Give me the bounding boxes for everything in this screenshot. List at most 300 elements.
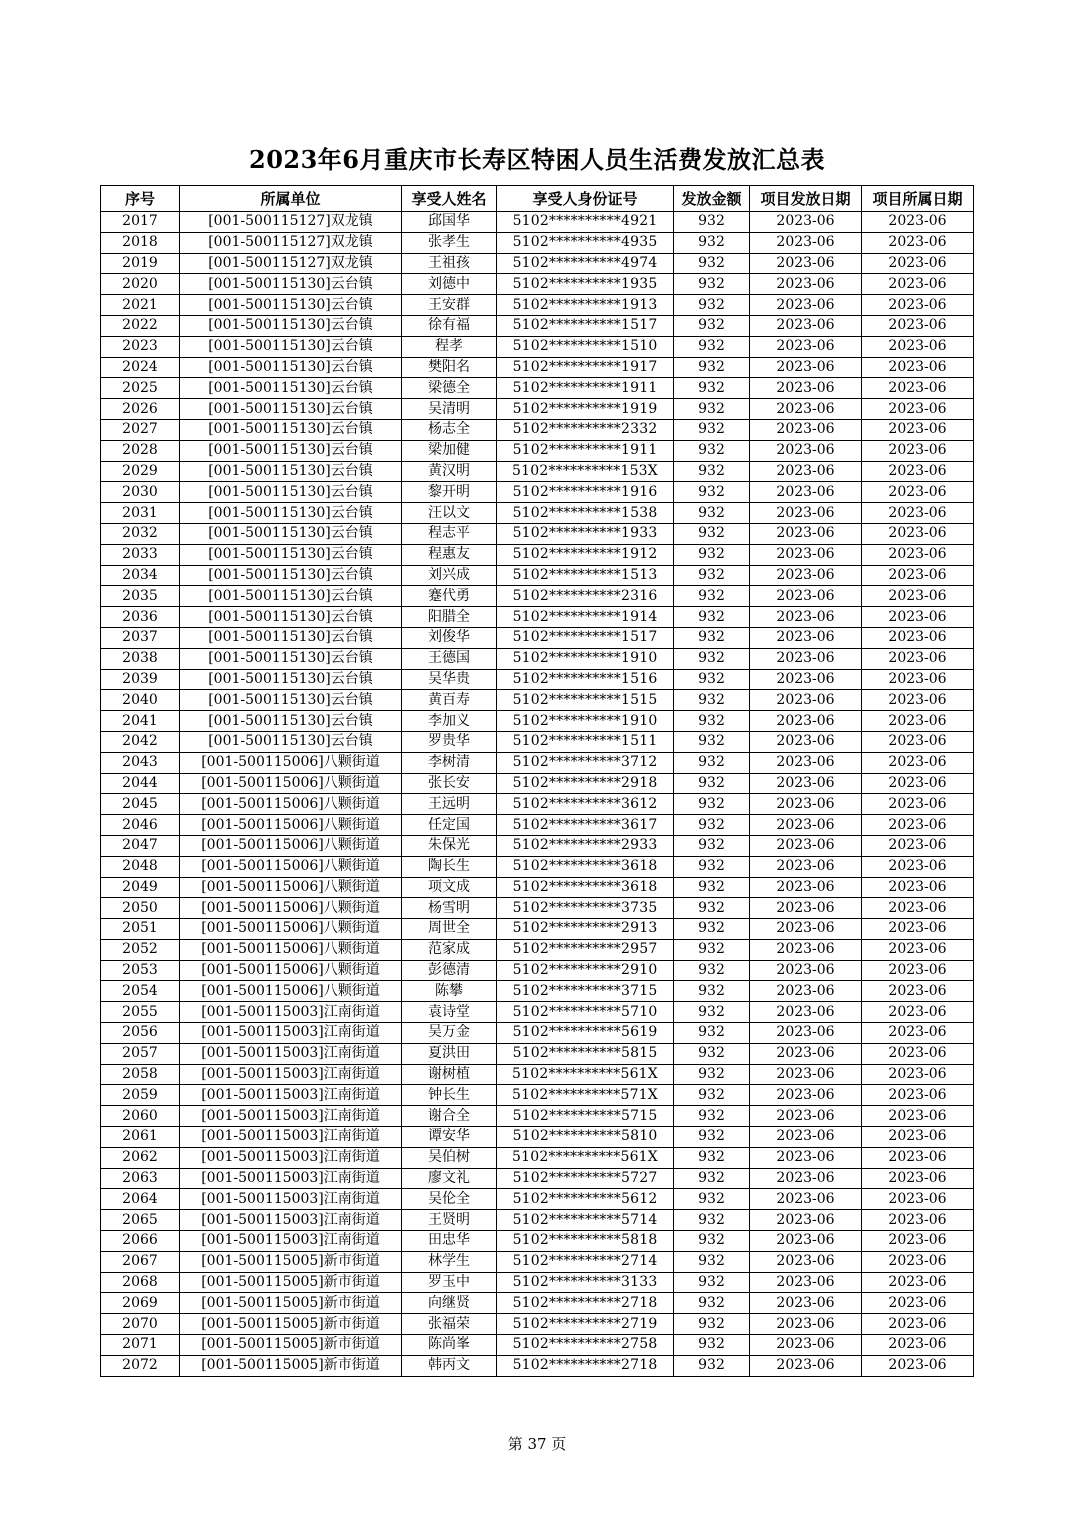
cell-period-date: 2023-06 <box>862 835 974 856</box>
cell-amount: 932 <box>674 1355 750 1376</box>
cell-period-date: 2023-06 <box>862 544 974 565</box>
cell-amount: 932 <box>674 336 750 357</box>
cell-unit: [001-500115006]八颗街道 <box>180 877 402 898</box>
table-row <box>101 607 974 628</box>
cell-issue-date: 2023-06 <box>750 1002 862 1023</box>
cell-index: 2057 <box>101 1043 180 1064</box>
cell-issue-date: 2023-06 <box>750 794 862 815</box>
cell-period-date: 2023-06 <box>862 981 974 1002</box>
cell-issue-date: 2023-06 <box>750 1106 862 1127</box>
cell-unit: [001-500115130]云台镇 <box>180 461 402 482</box>
cell-index: 2040 <box>101 690 180 711</box>
table-row <box>101 1168 974 1189</box>
cell-id-number: 5102**********1516 <box>497 669 674 690</box>
cell-unit: [001-500115003]江南街道 <box>180 1043 402 1064</box>
cell-unit: [001-500115006]八颗街道 <box>180 960 402 981</box>
cell-id-number: 5102**********1914 <box>497 607 674 628</box>
cell-period-date: 2023-06 <box>862 461 974 482</box>
cell-name: 杨志全 <box>402 419 497 440</box>
cell-index: 2021 <box>101 295 180 316</box>
cell-index: 2039 <box>101 669 180 690</box>
cell-amount: 932 <box>674 627 750 648</box>
page-number: 第 37 页 <box>507 1435 567 1453</box>
cell-id-number: 5102**********1935 <box>497 274 674 295</box>
cell-issue-date: 2023-06 <box>750 815 862 836</box>
cell-id-number: 5102**********2910 <box>497 960 674 981</box>
cell-amount: 932 <box>674 523 750 544</box>
cell-unit: [001-500115005]新市街道 <box>180 1293 402 1314</box>
cell-period-date: 2023-06 <box>862 253 974 274</box>
cell-amount: 932 <box>674 1293 750 1314</box>
cell-issue-date: 2023-06 <box>750 1127 862 1148</box>
table-row <box>101 1210 974 1231</box>
table-row <box>101 1147 974 1168</box>
table-row <box>101 1189 974 1210</box>
summary-table <box>100 185 974 1377</box>
cell-amount: 932 <box>674 856 750 877</box>
cell-issue-date: 2023-06 <box>750 856 862 877</box>
cell-period-date: 2023-06 <box>862 960 974 981</box>
cell-name: 邱国华 <box>402 212 497 233</box>
cell-amount: 932 <box>674 419 750 440</box>
cell-id-number: 5102**********1910 <box>497 711 674 732</box>
cell-id-number: 5102**********1910 <box>497 648 674 669</box>
cell-issue-date: 2023-06 <box>750 1293 862 1314</box>
cell-issue-date: 2023-06 <box>750 586 862 607</box>
cell-period-date: 2023-06 <box>862 1127 974 1148</box>
cell-id-number: 5102**********1515 <box>497 690 674 711</box>
table-row <box>101 1043 974 1064</box>
cell-unit: [001-500115130]云台镇 <box>180 627 402 648</box>
cell-issue-date: 2023-06 <box>750 357 862 378</box>
cell-name: 汪以文 <box>402 503 497 524</box>
cell-name: 李加义 <box>402 711 497 732</box>
cell-unit: [001-500115130]云台镇 <box>180 336 402 357</box>
cell-index: 2066 <box>101 1231 180 1252</box>
cell-index: 2049 <box>101 877 180 898</box>
table-row <box>101 981 974 1002</box>
cell-index: 2018 <box>101 232 180 253</box>
cell-amount: 932 <box>674 877 750 898</box>
cell-amount: 932 <box>674 482 750 503</box>
cell-amount: 932 <box>674 1002 750 1023</box>
table-row <box>101 856 974 877</box>
cell-issue-date: 2023-06 <box>750 752 862 773</box>
cell-name: 李树清 <box>402 752 497 773</box>
table-row <box>101 482 974 503</box>
cell-index: 2038 <box>101 648 180 669</box>
cell-amount: 932 <box>674 253 750 274</box>
cell-amount: 932 <box>674 378 750 399</box>
cell-name: 程孝 <box>402 336 497 357</box>
cell-name: 蹇代勇 <box>402 586 497 607</box>
table-row <box>101 1314 974 1335</box>
table-row <box>101 1023 974 1044</box>
cell-period-date: 2023-06 <box>862 627 974 648</box>
cell-name: 吴万金 <box>402 1023 497 1044</box>
cell-issue-date: 2023-06 <box>750 419 862 440</box>
table-row <box>101 419 974 440</box>
cell-id-number: 5102**********2714 <box>497 1251 674 1272</box>
cell-amount: 932 <box>674 835 750 856</box>
cell-unit: [001-500115005]新市街道 <box>180 1251 402 1272</box>
cell-issue-date: 2023-06 <box>750 731 862 752</box>
cell-amount: 932 <box>674 1023 750 1044</box>
cell-name: 任定国 <box>402 815 497 836</box>
cell-issue-date: 2023-06 <box>750 1085 862 1106</box>
cell-id-number: 5102**********1513 <box>497 565 674 586</box>
cell-name: 向继贤 <box>402 1293 497 1314</box>
cell-index: 2045 <box>101 794 180 815</box>
cell-index: 2061 <box>101 1127 180 1148</box>
cell-amount: 932 <box>674 919 750 940</box>
cell-unit: [001-500115006]八颗街道 <box>180 794 402 815</box>
table-row <box>101 1355 974 1376</box>
cell-id-number: 5102**********2957 <box>497 939 674 960</box>
table-body <box>101 212 974 1377</box>
cell-issue-date: 2023-06 <box>750 1147 862 1168</box>
cell-amount: 932 <box>674 898 750 919</box>
table-row <box>101 212 974 233</box>
table-row <box>101 1127 974 1148</box>
table-row <box>101 960 974 981</box>
cell-issue-date: 2023-06 <box>750 1231 862 1252</box>
cell-index: 2063 <box>101 1168 180 1189</box>
cell-period-date: 2023-06 <box>862 815 974 836</box>
cell-period-date: 2023-06 <box>862 1335 974 1356</box>
cell-issue-date: 2023-06 <box>750 565 862 586</box>
cell-id-number: 5102**********571X <box>497 1085 674 1106</box>
cell-index: 2029 <box>101 461 180 482</box>
cell-name: 陶长生 <box>402 856 497 877</box>
cell-issue-date: 2023-06 <box>750 690 862 711</box>
cell-unit: [001-500115006]八颗街道 <box>180 752 402 773</box>
cell-amount: 932 <box>674 1272 750 1293</box>
cell-index: 2037 <box>101 627 180 648</box>
cell-id-number: 5102**********5619 <box>497 1023 674 1044</box>
cell-unit: [001-500115003]江南街道 <box>180 1023 402 1044</box>
cell-id-number: 5102**********561X <box>497 1064 674 1085</box>
cell-name: 彭德清 <box>402 960 497 981</box>
cell-period-date: 2023-06 <box>862 607 974 628</box>
table-row <box>101 440 974 461</box>
cell-amount: 932 <box>674 461 750 482</box>
cell-amount: 932 <box>674 773 750 794</box>
cell-period-date: 2023-06 <box>862 232 974 253</box>
cell-period-date: 2023-06 <box>862 731 974 752</box>
cell-name: 袁诗堂 <box>402 1002 497 1023</box>
cell-index: 2072 <box>101 1355 180 1376</box>
cell-name: 杨雪明 <box>402 898 497 919</box>
cell-unit: [001-500115006]八颗街道 <box>180 939 402 960</box>
column-header-amount: 发放金额 <box>674 186 750 212</box>
column-header-issue-date: 项目发放日期 <box>750 186 862 212</box>
cell-index: 2028 <box>101 440 180 461</box>
cell-period-date: 2023-06 <box>862 274 974 295</box>
cell-amount: 932 <box>674 1085 750 1106</box>
cell-issue-date: 2023-06 <box>750 1251 862 1272</box>
cell-index: 2017 <box>101 212 180 233</box>
cell-amount: 932 <box>674 544 750 565</box>
cell-id-number: 5102**********5727 <box>497 1168 674 1189</box>
cell-name: 罗贵华 <box>402 731 497 752</box>
cell-issue-date: 2023-06 <box>750 1168 862 1189</box>
cell-name: 梁德全 <box>402 378 497 399</box>
cell-issue-date: 2023-06 <box>750 253 862 274</box>
cell-unit: [001-500115130]云台镇 <box>180 274 402 295</box>
cell-issue-date: 2023-06 <box>750 212 862 233</box>
cell-index: 2069 <box>101 1293 180 1314</box>
cell-period-date: 2023-06 <box>862 919 974 940</box>
cell-index: 2030 <box>101 482 180 503</box>
cell-period-date: 2023-06 <box>862 565 974 586</box>
cell-id-number: 5102**********3617 <box>497 815 674 836</box>
table-row <box>101 752 974 773</box>
cell-unit: [001-500115005]新市街道 <box>180 1355 402 1376</box>
cell-amount: 932 <box>674 752 750 773</box>
table-row <box>101 315 974 336</box>
cell-unit: [001-500115130]云台镇 <box>180 295 402 316</box>
cell-id-number: 5102**********5715 <box>497 1106 674 1127</box>
cell-unit: [001-500115130]云台镇 <box>180 315 402 336</box>
cell-unit: [001-500115130]云台镇 <box>180 711 402 732</box>
cell-unit: [001-500115130]云台镇 <box>180 544 402 565</box>
cell-unit: [001-500115003]江南街道 <box>180 1168 402 1189</box>
cell-name: 黎开明 <box>402 482 497 503</box>
cell-unit: [001-500115127]双龙镇 <box>180 232 402 253</box>
cell-period-date: 2023-06 <box>862 1064 974 1085</box>
cell-id-number: 5102**********1912 <box>497 544 674 565</box>
cell-amount: 932 <box>674 1127 750 1148</box>
cell-id-number: 5102**********5710 <box>497 1002 674 1023</box>
cell-period-date: 2023-06 <box>862 1210 974 1231</box>
table-row <box>101 627 974 648</box>
cell-index: 2048 <box>101 856 180 877</box>
cell-id-number: 5102**********4935 <box>497 232 674 253</box>
cell-period-date: 2023-06 <box>862 378 974 399</box>
cell-issue-date: 2023-06 <box>750 1189 862 1210</box>
cell-id-number: 5102**********3133 <box>497 1272 674 1293</box>
cell-index: 2024 <box>101 357 180 378</box>
cell-name: 王贤明 <box>402 1210 497 1231</box>
cell-name: 樊阳名 <box>402 357 497 378</box>
cell-name: 谢树植 <box>402 1064 497 1085</box>
cell-issue-date: 2023-06 <box>750 898 862 919</box>
cell-period-date: 2023-06 <box>862 1355 974 1376</box>
cell-unit: [001-500115130]云台镇 <box>180 565 402 586</box>
column-header-id-number: 享受人身份证号 <box>497 186 674 212</box>
cell-issue-date: 2023-06 <box>750 877 862 898</box>
cell-index: 2067 <box>101 1251 180 1272</box>
cell-period-date: 2023-06 <box>862 440 974 461</box>
cell-amount: 932 <box>674 232 750 253</box>
table-row <box>101 815 974 836</box>
cell-period-date: 2023-06 <box>862 1023 974 1044</box>
cell-period-date: 2023-06 <box>862 336 974 357</box>
cell-issue-date: 2023-06 <box>750 1355 862 1376</box>
cell-unit: [001-500115130]云台镇 <box>180 378 402 399</box>
cell-id-number: 5102**********1517 <box>497 315 674 336</box>
page-title: 2023年6月重庆市长寿区特困人员生活费发放汇总表 <box>249 145 825 174</box>
cell-issue-date: 2023-06 <box>750 1210 862 1231</box>
cell-index: 2053 <box>101 960 180 981</box>
summary-table-container <box>100 185 974 1377</box>
cell-name: 黄百寿 <box>402 690 497 711</box>
cell-index: 2055 <box>101 1002 180 1023</box>
table-header-row <box>101 186 974 212</box>
cell-issue-date: 2023-06 <box>750 482 862 503</box>
cell-id-number: 5102**********1511 <box>497 731 674 752</box>
cell-amount: 932 <box>674 399 750 420</box>
table-row <box>101 794 974 815</box>
cell-id-number: 5102**********2718 <box>497 1293 674 1314</box>
table-row <box>101 1064 974 1085</box>
cell-name: 林学生 <box>402 1251 497 1272</box>
table-row <box>101 773 974 794</box>
cell-index: 2058 <box>101 1064 180 1085</box>
table-row <box>101 1272 974 1293</box>
table-row <box>101 731 974 752</box>
cell-amount: 932 <box>674 1251 750 1272</box>
cell-issue-date: 2023-06 <box>750 336 862 357</box>
cell-id-number: 5102**********5810 <box>497 1127 674 1148</box>
cell-unit: [001-500115130]云台镇 <box>180 440 402 461</box>
cell-id-number: 5102**********5612 <box>497 1189 674 1210</box>
cell-index: 2060 <box>101 1106 180 1127</box>
cell-period-date: 2023-06 <box>862 711 974 732</box>
cell-index: 2068 <box>101 1272 180 1293</box>
cell-name: 王远明 <box>402 794 497 815</box>
cell-id-number: 5102**********5815 <box>497 1043 674 1064</box>
cell-index: 2064 <box>101 1189 180 1210</box>
cell-unit: [001-500115003]江南街道 <box>180 1002 402 1023</box>
cell-amount: 932 <box>674 690 750 711</box>
cell-issue-date: 2023-06 <box>750 711 862 732</box>
cell-name: 梁加健 <box>402 440 497 461</box>
cell-amount: 932 <box>674 503 750 524</box>
cell-period-date: 2023-06 <box>862 669 974 690</box>
cell-period-date: 2023-06 <box>862 877 974 898</box>
cell-unit: [001-500115127]双龙镇 <box>180 253 402 274</box>
cell-name: 朱保光 <box>402 835 497 856</box>
table-row <box>101 544 974 565</box>
cell-id-number: 5102**********1917 <box>497 357 674 378</box>
cell-issue-date: 2023-06 <box>750 627 862 648</box>
cell-period-date: 2023-06 <box>862 1002 974 1023</box>
cell-unit: [001-500115130]云台镇 <box>180 482 402 503</box>
table-row <box>101 648 974 669</box>
table-row <box>101 1085 974 1106</box>
table-row <box>101 274 974 295</box>
table-row <box>101 253 974 274</box>
cell-index: 2026 <box>101 399 180 420</box>
cell-unit: [001-500115003]江南街道 <box>180 1127 402 1148</box>
cell-amount: 932 <box>674 1335 750 1356</box>
cell-index: 2042 <box>101 731 180 752</box>
cell-amount: 932 <box>674 1314 750 1335</box>
cell-unit: [001-500115003]江南街道 <box>180 1085 402 1106</box>
cell-issue-date: 2023-06 <box>750 523 862 544</box>
cell-amount: 932 <box>674 815 750 836</box>
cell-period-date: 2023-06 <box>862 482 974 503</box>
cell-name: 张长安 <box>402 773 497 794</box>
cell-index: 2065 <box>101 1210 180 1231</box>
cell-amount: 932 <box>674 1168 750 1189</box>
cell-name: 阳腊全 <box>402 607 497 628</box>
cell-amount: 932 <box>674 586 750 607</box>
table-row <box>101 669 974 690</box>
cell-issue-date: 2023-06 <box>750 399 862 420</box>
cell-amount: 932 <box>674 212 750 233</box>
cell-index: 2050 <box>101 898 180 919</box>
cell-unit: [001-500115003]江南街道 <box>180 1106 402 1127</box>
cell-issue-date: 2023-06 <box>750 503 862 524</box>
cell-amount: 932 <box>674 357 750 378</box>
cell-index: 2032 <box>101 523 180 544</box>
cell-amount: 932 <box>674 1043 750 1064</box>
cell-id-number: 5102**********1913 <box>497 295 674 316</box>
cell-id-number: 5102**********3712 <box>497 752 674 773</box>
cell-unit: [001-500115130]云台镇 <box>180 648 402 669</box>
cell-index: 2041 <box>101 711 180 732</box>
cell-id-number: 5102**********1911 <box>497 378 674 399</box>
cell-period-date: 2023-06 <box>862 690 974 711</box>
cell-amount: 932 <box>674 1147 750 1168</box>
cell-index: 2056 <box>101 1023 180 1044</box>
cell-period-date: 2023-06 <box>862 419 974 440</box>
cell-id-number: 5102**********1933 <box>497 523 674 544</box>
cell-issue-date: 2023-06 <box>750 1023 862 1044</box>
cell-unit: [001-500115003]江南街道 <box>180 1189 402 1210</box>
cell-index: 2062 <box>101 1147 180 1168</box>
cell-unit: [001-500115130]云台镇 <box>180 669 402 690</box>
cell-issue-date: 2023-06 <box>750 835 862 856</box>
cell-unit: [001-500115003]江南街道 <box>180 1231 402 1252</box>
cell-name: 陈攀 <box>402 981 497 1002</box>
cell-name: 张孝生 <box>402 232 497 253</box>
cell-index: 2043 <box>101 752 180 773</box>
cell-issue-date: 2023-06 <box>750 1043 862 1064</box>
cell-id-number: 5102**********1916 <box>497 482 674 503</box>
cell-unit: [001-500115130]云台镇 <box>180 419 402 440</box>
table-row <box>101 711 974 732</box>
cell-period-date: 2023-06 <box>862 648 974 669</box>
cell-amount: 932 <box>674 981 750 1002</box>
cell-issue-date: 2023-06 <box>750 1064 862 1085</box>
cell-amount: 932 <box>674 1231 750 1252</box>
cell-name: 韩丙文 <box>402 1355 497 1376</box>
cell-amount: 932 <box>674 1106 750 1127</box>
cell-name: 程志平 <box>402 523 497 544</box>
cell-period-date: 2023-06 <box>862 794 974 815</box>
cell-id-number: 5102**********2933 <box>497 835 674 856</box>
cell-period-date: 2023-06 <box>862 212 974 233</box>
table-row <box>101 690 974 711</box>
cell-issue-date: 2023-06 <box>750 1272 862 1293</box>
cell-issue-date: 2023-06 <box>750 607 862 628</box>
cell-period-date: 2023-06 <box>862 1043 974 1064</box>
table-row <box>101 1251 974 1272</box>
table-row <box>101 523 974 544</box>
table-row <box>101 461 974 482</box>
cell-name: 吴清明 <box>402 399 497 420</box>
cell-name: 夏洪田 <box>402 1043 497 1064</box>
cell-period-date: 2023-06 <box>862 586 974 607</box>
cell-amount: 932 <box>674 295 750 316</box>
cell-id-number: 5102**********1538 <box>497 503 674 524</box>
table-row <box>101 877 974 898</box>
cell-unit: [001-500115130]云台镇 <box>180 690 402 711</box>
